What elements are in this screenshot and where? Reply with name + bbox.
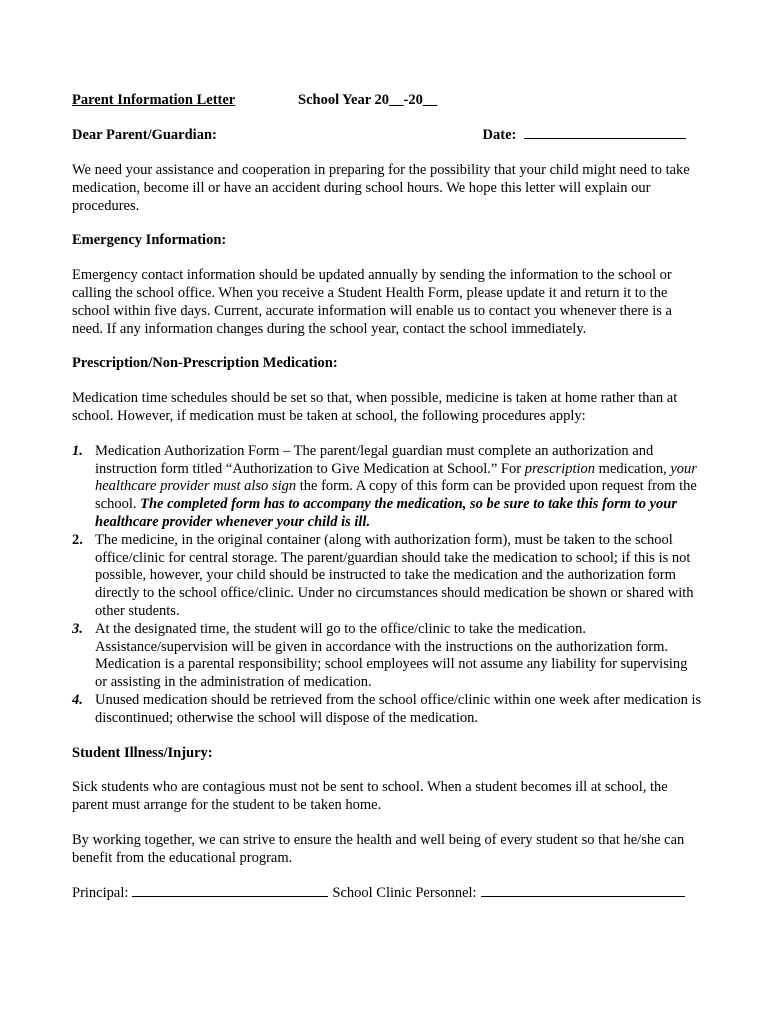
date-label: Date: [482, 127, 517, 143]
item-number: 3. [72, 620, 83, 637]
item-text-part: the form. A copy of this form can be provided upon request from the school. [95, 478, 697, 513]
item-emphasis-part: The completed form has to accompany the medication, so be sure to take this form to your healthcare provider whenever your child is ill. [95, 496, 677, 530]
medication-heading: Prescription/Non-Prescription Medication: [72, 355, 338, 372]
item-text-part: Medication Authorization Form – The parent/legal guardian must complete an authorization and instruction form titled “Authorization to Give Medication at School.” For [95, 442, 654, 477]
item-number: 2. [72, 531, 83, 548]
greeting-row [72, 127, 702, 145]
illness-paragraph: Sick students who are contagious must not be sent to school. When a student becomes ill at school, the parent must arrange for the student to be taken home. [72, 779, 668, 814]
clinic-signature-line[interactable] [481, 895, 685, 897]
intro-paragraph: We need your assistance and cooperation in preparing for the possibility that your child might need to take medication, become ill or have an accident during school hours. We hope this letter will explain our procedures. [72, 162, 690, 214]
emergency-paragraph: Emergency contact information should be updated annually by sending the information to the school or calling the school office. When you receive a Student Health Form, please update it and return it to the school within five days. Current, accurate information will enable us to contact you whenever there is a need. If any information changes during the school year, contact the school immediately. [72, 267, 672, 337]
list-item [72, 532, 702, 621]
school-year: School Year 20__-20__ [298, 92, 438, 108]
salutation: Dear Parent/Guardian: [72, 127, 217, 143]
date-block [483, 127, 686, 145]
letter-title: Parent Information Letter [72, 92, 236, 108]
principal-label: Principal: [72, 884, 129, 901]
letter-header [72, 92, 702, 110]
item-number: 4. [72, 691, 83, 708]
list-item [72, 621, 702, 692]
list-item [72, 692, 702, 728]
item-number: 1. [72, 442, 83, 459]
item-text [95, 443, 702, 532]
medication-procedure-list [72, 443, 702, 728]
item-text-part: medication, [595, 460, 671, 477]
medication-intro: Medication time schedules should be set so that, when possible, medicine is taken at home rather than at school. However, if medication must be taken at school, the following procedures apply: [72, 390, 678, 424]
item-text: Unused medication should be retrieved from the school office/clinic within one week after medication is discontinued; otherwise the school will dispose of the medication. [95, 691, 702, 726]
item-italic-part: prescription [524, 460, 596, 477]
date-blank-line[interactable] [524, 137, 686, 139]
principal-signature-line[interactable] [132, 895, 328, 897]
signature-row [72, 885, 702, 903]
item-text: The medicine, in the original container (along with authorization form), must be taken to the school office/clinic for central storage. The parent/guardian should take the medication to school; if this is not possible, however, your child should be instructed to take the medication and the authorization form directly to the school office/clinic. Under no circumstances should medication be shown or shared with other students. [95, 531, 694, 619]
clinic-label: School Clinic Personnel: [332, 884, 477, 901]
closing-paragraph: By working together, we can strive to ensure the health and well being of every student so that he/she can benefit from the educational program. [72, 831, 685, 866]
emergency-heading: Emergency Information: [72, 232, 227, 249]
letter-page [72, 92, 702, 902]
item-text: At the designated time, the student will go to the office/clinic to take the medication. Assistance/supervision will be given in accordance with the instructions on the authorization form. Medication is a parental responsibility; school employees will not assume any liability for supervising or assisting in the administration of medication. [95, 620, 688, 691]
illness-heading: Student Illness/Injury: [72, 744, 213, 761]
item-italic-part: your healthcare provider must also sign [95, 460, 697, 495]
list-item [72, 443, 702, 532]
